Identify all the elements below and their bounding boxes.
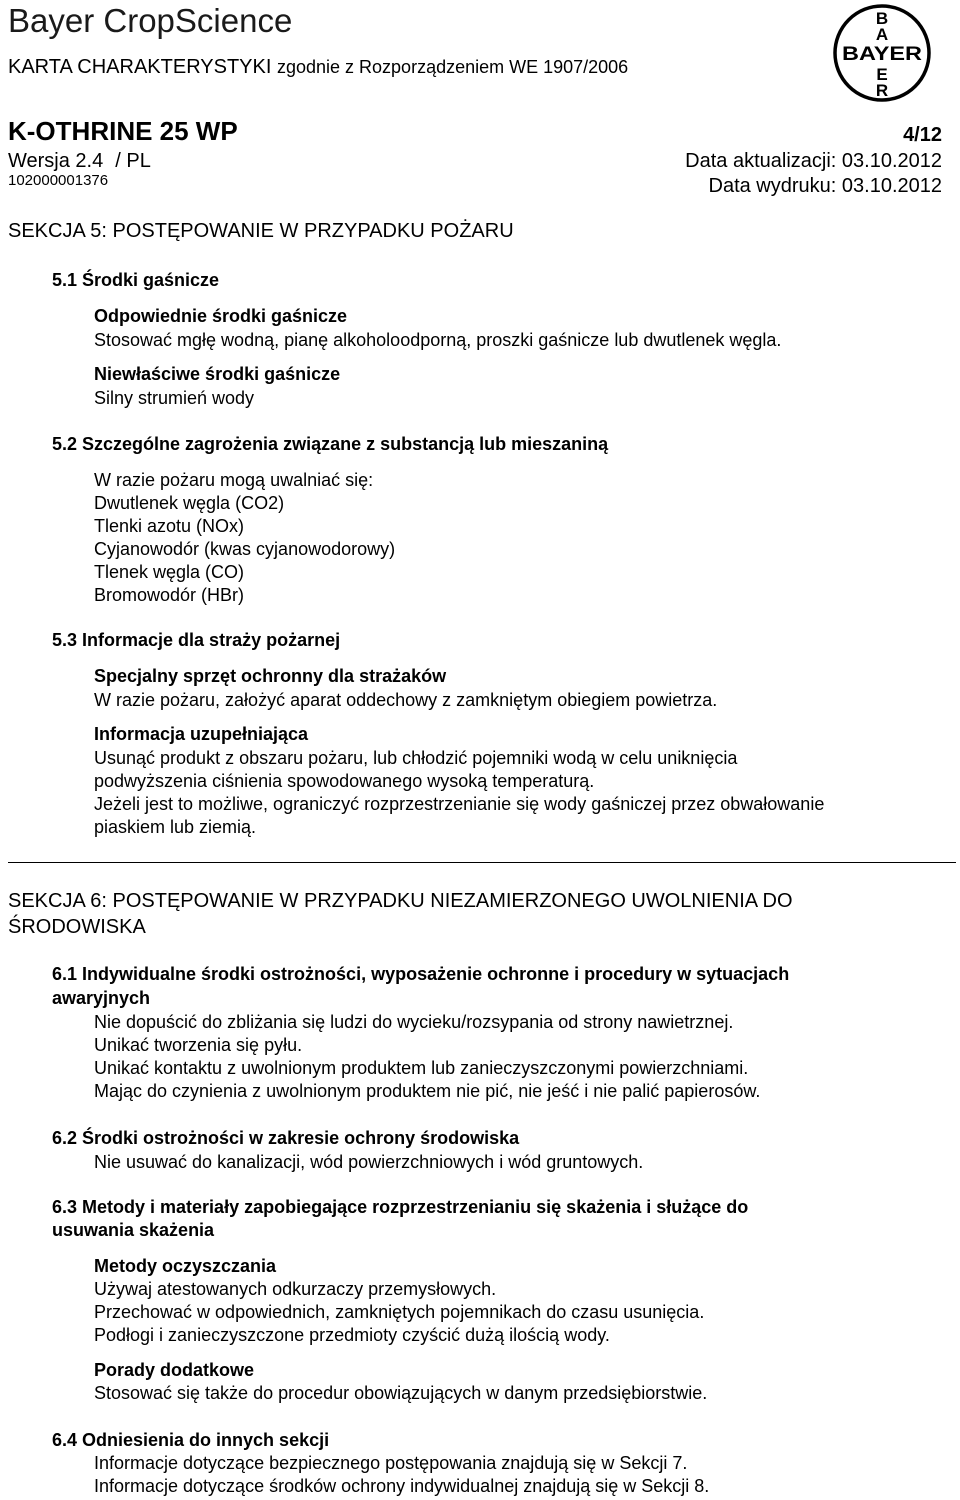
hazard-line: Tlenek węgla (CO) [94,562,245,582]
unsuitable-media-label: Niewłaściwe środki gaśnicze [94,364,341,384]
precaution-line: Nie dopuścić do zbliżania się ludzi do wycieku/rozsypania od strony nawietrznej. [94,1012,734,1032]
reference-line: Informacje dotyczące środków ochrony indywidualnej znajdują się w Sekcji 8. [94,1476,710,1496]
further-info-label: Informacja uzupełniająca [94,724,309,744]
regulation-reference: zgodnie z Rozporządzeniem WE 1907/2006 [276,57,629,77]
section-divider [8,862,956,863]
print-date: Data wydruku: 03.10.2012 [708,175,942,197]
precaution-line: Unikać tworzenia się pyłu. [94,1035,303,1055]
subsection-5-3-title: 5.3 Informacje dla straży pożarnej [52,630,341,650]
hazard-line: Cyjanowodór (kwas cyjanowodorowy) [94,539,396,559]
document-number: 102000001376 [8,172,109,189]
section-6-title-line: SEKCJA 6: POSTĘPOWANIE W PRZYPADKU NIEZAMIERZONEGO UWOLNIENIA DO [8,890,793,912]
subsection-6-2-title: 6.2 Środki ostrożności w zakresie ochrony środowiska [52,1128,520,1148]
hazard-line: Dwutlenek węgla (CO2) [94,493,285,513]
further-info-line: podwyższenia ciśnienia spowodowanego wysoką temperaturą. [94,771,595,791]
hazard-line: Tlenki azotu (NOx) [94,516,245,536]
svg-text:A: A [875,25,889,44]
subsection-6-1-title-line: 6.1 Indywidualne środki ostrożności, wyposażenie ochronne i procedury w sytuacjach [52,964,790,984]
suitable-media-text: Stosować mgłę wodną, pianę alkoholoodporną, proszki gaśnicze lub dwutlenek węgla. [94,330,782,350]
subsection-5-2-title: 5.2 Szczególne zagrożenia związane z substancją lub mieszaniną [52,434,609,454]
unsuitable-media-text: Silny strumień wody [94,388,255,408]
cleaning-method-line: Używaj atestowanych odkurzaczy przemysłowych. [94,1279,497,1299]
section-5-title: SEKCJA 5: POSTĘPOWANIE W PRZYPADKU POŻARU [8,220,514,242]
svg-text:B: B [875,9,889,28]
page-number: 4/12 [903,124,942,146]
precaution-line: Unikać kontaktu z uwolnionym produktem lub zanieczyszczonymi powierzchniami. [94,1058,749,1078]
subsection-6-3-title-line: usuwania skażenia [52,1220,215,1240]
hazard-line: Bromowodór (HBr) [94,585,245,605]
bayer-cross-logo [832,3,932,103]
firefighter-equipment-text: W razie pożaru, założyć aparat oddechowy z zamkniętym obiegiem powietrza. [94,690,718,710]
version-info [8,150,151,173]
cleaning-method-line: Podłogi i zanieczyszczone przedmioty czyścić dużą ilością wody. [94,1325,610,1345]
svg-text:E: E [876,65,888,84]
update-date: Data aktualizacji: 03.10.2012 [685,150,942,172]
further-info-line: Usunąć produkt z obszaru pożaru, lub chłodzić pojemniki wodą w celu uniknięcia [94,748,738,768]
firefighter-equipment-label: Specjalny sprzęt ochronny dla strażaków [94,666,447,686]
subsection-5-1-title: 5.1 Środki gaśnicze [52,270,220,290]
product-name: K-OTHRINE 25 WP [8,116,238,146]
svg-text:BAYER: BAYER [842,44,923,65]
document-type-label: KARTA CHARAKTERYSTYKI [8,56,272,78]
environmental-precaution-text: Nie usuwać do kanalizacji, wód powierzchniowych i wód gruntowych. [94,1152,644,1172]
cleaning-method-line: Przechować w odpowiednich, zamkniętych pojemnikach do czasu usunięcia. [94,1302,705,1322]
suitable-media-label: Odpowiednie środki gaśnicze [94,306,348,326]
section-6-title-line: ŚRODOWISKA [8,916,146,938]
cleaning-methods-label: Metody oczyszczania [94,1256,277,1276]
reference-line: Informacje dotyczące bezpiecznego postępowania znajdują się w Sekcji 7. [94,1453,688,1473]
hazard-line: W razie pożaru mogą uwalniać się: [94,470,374,490]
additional-advice-text: Stosować się także do procedur obowiązujących w danym przedsiębiorstwie. [94,1383,708,1403]
subsection-6-1-title-line: awaryjnych [52,988,151,1008]
further-info-line: Jeżeli jest to możliwe, ograniczyć rozprzestrzenianie się wody gaśniczej przez obwałowanie [94,794,825,814]
subsection-6-3-title-line: 6.3 Metody i materiały zapobiegające rozprzestrzenianiu się skażenia i służące do [52,1197,749,1217]
svg-text:R: R [875,81,889,100]
additional-advice-label: Porady dodatkowe [94,1360,255,1380]
language-code: / PL [115,150,151,172]
subsection-6-4-title: 6.4 Odniesienia do innych sekcji [52,1430,330,1450]
further-info-line: piaskiem lub ziemią. [94,817,257,837]
version-number: Wersja 2.4 [8,150,104,172]
precaution-line: Mając do czynienia z uwolnionym produktem nie pić, nie jeść i nie palić papierosów. [94,1081,761,1101]
document-type [8,56,628,79]
company-name: Bayer CropScience [8,2,293,39]
